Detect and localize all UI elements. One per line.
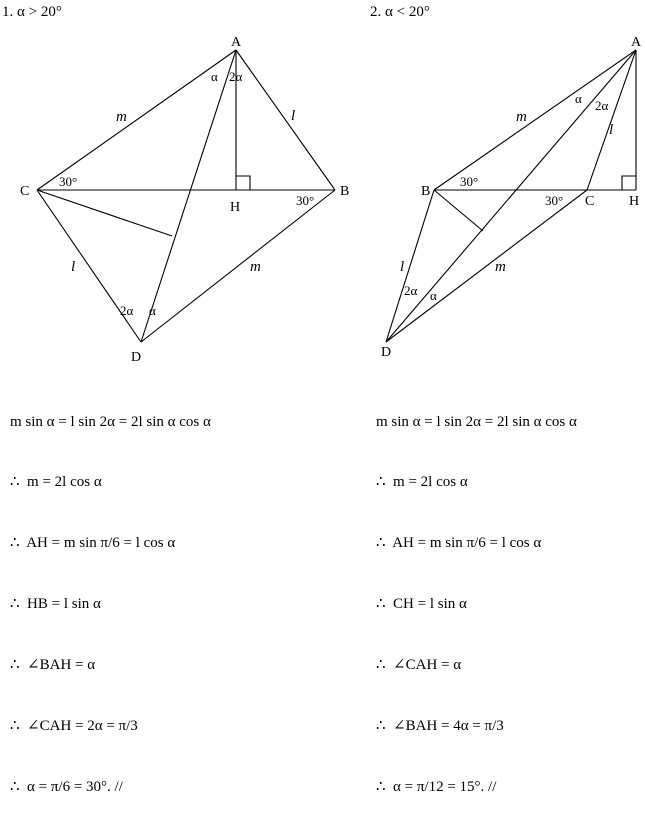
segment-perpendicular-from-C — [37, 190, 172, 236]
case2-angle-D-right: α — [430, 288, 437, 303]
case2-vertex-B: B — [421, 184, 431, 199]
case1-angle-A-left: α — [211, 69, 218, 84]
case1-side-m-bottom: m — [250, 259, 261, 275]
case2-proof-line: ∴ CH = l sin α — [376, 596, 467, 613]
case2-proof-line: ∴ ∠BAH = 4α = π/3 — [376, 718, 504, 735]
segment-AB — [236, 50, 335, 190]
segment-AD — [141, 50, 236, 342]
case2-side-m-bottom: m — [495, 259, 506, 275]
case1-angle-B: 30° — [296, 193, 315, 208]
case2-angle-A-left: α — [575, 91, 582, 106]
case2-vertex-C: C — [585, 194, 595, 209]
case1-angle-C: 30° — [59, 174, 78, 189]
case2-proof — [376, 371, 577, 818]
case2-side-l-left: l — [400, 259, 405, 275]
case2-side-m-top: m — [516, 109, 527, 125]
case2-vertex-D: D — [381, 345, 392, 360]
case1-vertex-H: H — [230, 200, 241, 215]
segment-CD — [37, 190, 141, 342]
case1-proof-line: ∴ α = π/6 = 30°. // — [10, 778, 123, 795]
case2-side-l-right: l — [609, 122, 614, 138]
case2-proof-line: m sin α = l sin 2α = 2l sin α cos α — [376, 413, 577, 430]
right-angle-mark-H — [236, 176, 250, 190]
case1-vertex-B: B — [340, 184, 350, 199]
segment-DC — [386, 190, 587, 342]
segment-CA — [37, 50, 236, 190]
segment-BD — [386, 190, 434, 342]
case2-vertex-H: H — [629, 194, 640, 209]
case1-proof-line: ∴ m = 2l cos α — [10, 474, 102, 491]
case2-heading: 2. α < 20° — [370, 4, 430, 20]
segment-AC — [587, 50, 636, 190]
case2-angle-C: 30° — [545, 193, 564, 208]
case1-angle-A-right: 2α — [229, 69, 243, 84]
case2-proof-line: ∴ ∠CAH = α — [376, 657, 462, 674]
case2-proof-line: ∴ AH = m sin π/6 = l cos α — [376, 535, 542, 552]
case1-angle-D-right: α — [149, 303, 156, 318]
case1-heading: 1. α > 20° — [2, 4, 62, 20]
case2-angle-B: 30° — [460, 174, 479, 189]
case2-proof-line: ∴ α = π/12 = 15°. // — [376, 778, 497, 795]
case2-proof-line: ∴ m = 2l cos α — [376, 474, 468, 491]
case1-side-m-top: m — [116, 109, 127, 125]
case2-angle-A-right: 2α — [595, 98, 609, 113]
case1-proof-line: m sin α = l sin 2α = 2l sin α cos α — [10, 413, 211, 430]
case2-angle-D-left: 2α — [404, 283, 418, 298]
case1-proof-line: ∴ ∠BAH = α — [10, 657, 96, 674]
case1-side-l-left: l — [71, 259, 76, 275]
segment-perpendicular-from-B — [434, 190, 483, 231]
case1-angle-D-left: 2α — [120, 303, 134, 318]
right-angle-mark-H — [622, 176, 636, 190]
segment-BA — [434, 50, 636, 190]
case1-vertex-D: D — [131, 350, 142, 365]
case2-vertex-A: A — [631, 35, 642, 50]
case1-side-l-top: l — [291, 108, 296, 124]
case1-proof-line: ∴ ∠CAH = 2α = π/3 — [10, 718, 138, 735]
case1-proof-line: ∴ AH = m sin π/6 = l cos α — [10, 535, 176, 552]
figure-case1 — [37, 50, 335, 342]
case1-proof-line: ∴ HB = l sin α — [10, 596, 101, 613]
case1-vertex-A: A — [231, 35, 242, 50]
case1-vertex-C: C — [20, 184, 30, 199]
case1-proof — [10, 371, 211, 818]
